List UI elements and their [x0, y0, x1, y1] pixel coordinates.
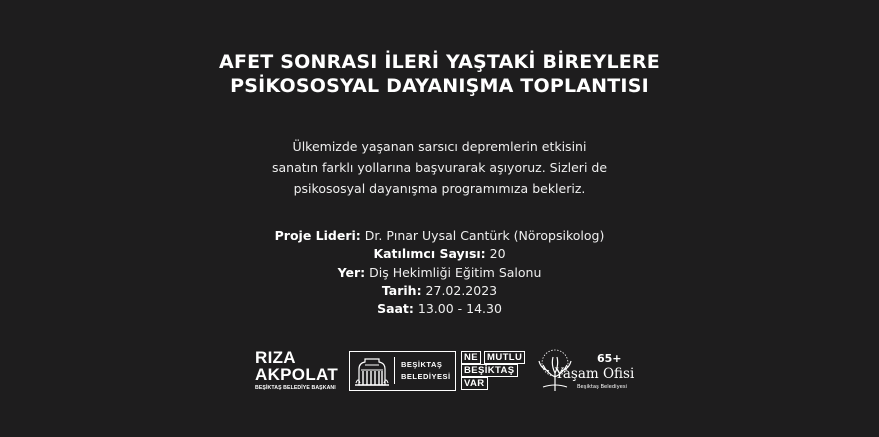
detail-value: 27.02.2023 [421, 282, 498, 298]
detail-label: Katılımcı Sayısı: [373, 246, 486, 262]
yasam-ofisi-subtitle: Beşiktaş Belediyesi [577, 384, 627, 390]
yasam-ofisi-name: Yaşam Ofisi [555, 366, 635, 382]
detail-label: Tarih: [381, 282, 422, 298]
description-line-2: sanatın farklı yollarına başvurarak aşıyoruz. Sizleri de [271, 160, 608, 175]
age-badge: 65+ [597, 352, 622, 365]
municipality-name-line-1: BEŞİKTAŞ [401, 360, 443, 369]
municipality-logo [349, 351, 456, 391]
mayor-signature-logo [255, 349, 347, 391]
detail-date [0, 282, 879, 300]
event-title-line-1: AFET SONRASI İLERİ YAŞTAKİ BİREYLERE [219, 51, 660, 73]
event-title [0, 50, 879, 98]
slogan-word: VAR [461, 377, 488, 390]
event-title-line-2: PSİKOSOSYAL DAYANIŞMA TOPLANTISI [230, 75, 649, 97]
description-line-3: psikososyal dayanışma programımıza bekleriz. [293, 181, 586, 196]
slogan-word: BEŞİKTAŞ [461, 364, 518, 377]
municipality-name-line-2: BELEDİYESİ [401, 372, 451, 381]
detail-label: Proje Lideri: [274, 228, 361, 243]
yasam-ofisi-logo [535, 347, 635, 395]
slogan-word: NE [461, 351, 481, 364]
detail-label: Saat: [377, 301, 414, 317]
mayor-last-name: AKPOLAT [255, 365, 338, 384]
event-details [0, 227, 879, 318]
logo-divider [394, 357, 395, 384]
municipality-emblem-icon [353, 355, 391, 387]
description-line-1: Ülkemizde yaşanan sarsıcı depremlerin etkisini [292, 139, 587, 154]
detail-value: 20 [485, 246, 506, 262]
mayor-subtitle: BEŞİKTAŞ BELEDİYE BAŞKANI [255, 385, 336, 391]
detail-value: Dr. Pınar Uysal Cantürk (Nöropsikolog) [360, 228, 605, 243]
detail-location [0, 264, 879, 282]
detail-value: Diş Hekimliği Eğitim Salonu [365, 264, 542, 280]
detail-value: 13.00 - 14.30 [413, 301, 502, 317]
event-description [0, 136, 879, 199]
slogan-word: MUTLU [484, 351, 525, 364]
detail-time [0, 300, 879, 318]
detail-label: Yer: [337, 264, 366, 280]
logo-bar [0, 343, 879, 399]
detail-participant-count [0, 245, 879, 263]
detail-project-leader [0, 227, 879, 245]
mayor-first-name: RIZA [255, 348, 296, 367]
slogan-logo [461, 351, 531, 393]
